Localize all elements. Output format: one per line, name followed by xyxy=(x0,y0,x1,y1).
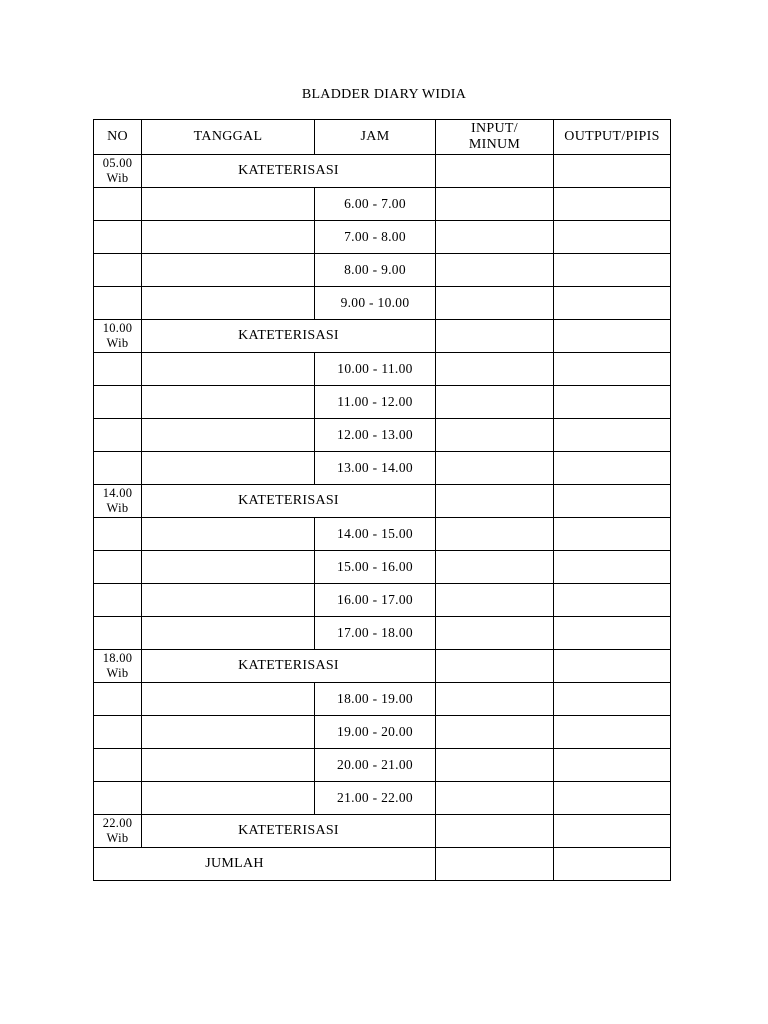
tanggal-cell[interactable] xyxy=(142,683,315,716)
output-cell[interactable] xyxy=(554,518,671,551)
kateterisasi-label: KATETERISASI xyxy=(142,320,436,353)
time-value: 10.00 xyxy=(102,321,133,335)
hour-row xyxy=(94,188,671,221)
no-cell[interactable] xyxy=(94,419,142,452)
hour-row xyxy=(94,749,671,782)
input-cell[interactable] xyxy=(436,353,554,386)
jumlah-label: JUMLAH xyxy=(205,856,264,871)
input-cell[interactable] xyxy=(436,584,554,617)
output-cell[interactable] xyxy=(554,650,671,683)
jam-cell: 21.00 - 22.00 xyxy=(315,782,436,815)
jam-cell: 17.00 - 18.00 xyxy=(315,617,436,650)
no-cell[interactable] xyxy=(94,287,142,320)
jam-cell: 12.00 - 13.00 xyxy=(315,419,436,452)
document-title: BLADDER DIARY WIDIA xyxy=(301,87,467,102)
input-cell[interactable] xyxy=(436,650,554,683)
hour-row xyxy=(94,584,671,617)
jam-cell: 14.00 - 15.00 xyxy=(315,518,436,551)
jam-cell: 16.00 - 17.00 xyxy=(315,584,436,617)
no-cell-time xyxy=(94,650,142,683)
kateterisasi-label: KATETERISASI xyxy=(142,650,436,683)
tanggal-cell[interactable] xyxy=(142,386,315,419)
output-cell[interactable] xyxy=(554,782,671,815)
kateterisasi-row xyxy=(94,320,671,353)
input-cell[interactable] xyxy=(436,683,554,716)
input-cell[interactable] xyxy=(436,386,554,419)
no-cell[interactable] xyxy=(94,617,142,650)
time-unit: Wib xyxy=(106,501,129,515)
output-cell[interactable] xyxy=(554,155,671,188)
output-cell[interactable] xyxy=(554,815,671,848)
tanggal-cell[interactable] xyxy=(142,419,315,452)
jumlah-row xyxy=(94,848,671,881)
no-cell[interactable] xyxy=(94,386,142,419)
tanggal-cell[interactable] xyxy=(142,353,315,386)
no-cell[interactable] xyxy=(94,749,142,782)
output-cell[interactable] xyxy=(554,320,671,353)
jam-cell: 19.00 - 20.00 xyxy=(315,716,436,749)
header-input xyxy=(436,120,554,155)
no-cell[interactable] xyxy=(94,188,142,221)
output-cell[interactable] xyxy=(554,452,671,485)
tanggal-cell[interactable] xyxy=(142,584,315,617)
kateterisasi-row xyxy=(94,815,671,848)
input-cell[interactable] xyxy=(436,254,554,287)
kateterisasi-row xyxy=(94,155,671,188)
header-tanggal: TANGGAL xyxy=(142,120,315,155)
tanggal-cell[interactable] xyxy=(142,782,315,815)
time-unit: Wib xyxy=(106,831,129,845)
header-input-line2: MINUM xyxy=(468,137,521,152)
time-unit: Wib xyxy=(106,171,129,185)
input-cell[interactable] xyxy=(436,617,554,650)
jam-cell: 10.00 - 11.00 xyxy=(315,353,436,386)
jam-cell: 8.00 - 9.00 xyxy=(315,254,436,287)
input-cell[interactable] xyxy=(436,815,554,848)
output-cell[interactable] xyxy=(554,287,671,320)
no-cell-time xyxy=(94,320,142,353)
tanggal-cell[interactable] xyxy=(142,518,315,551)
no-cell[interactable] xyxy=(94,518,142,551)
no-cell[interactable] xyxy=(94,254,142,287)
header-no: NO xyxy=(94,120,142,155)
jam-cell: 11.00 - 12.00 xyxy=(315,386,436,419)
input-cell[interactable] xyxy=(436,287,554,320)
kateterisasi-row xyxy=(94,485,671,518)
header-row xyxy=(94,120,671,155)
kateterisasi-label: KATETERISASI xyxy=(142,485,436,518)
kateterisasi-label: KATETERISASI xyxy=(142,155,436,188)
hour-row xyxy=(94,353,671,386)
tanggal-cell[interactable] xyxy=(142,188,315,221)
jam-cell: 15.00 - 16.00 xyxy=(315,551,436,584)
input-cell[interactable] xyxy=(436,188,554,221)
output-cell[interactable] xyxy=(554,683,671,716)
time-value: 05.00 xyxy=(102,156,133,170)
hour-row xyxy=(94,287,671,320)
tanggal-cell[interactable] xyxy=(142,287,315,320)
output-cell[interactable] xyxy=(554,419,671,452)
time-unit: Wib xyxy=(106,666,129,680)
hour-row xyxy=(94,782,671,815)
output-cell[interactable] xyxy=(554,551,671,584)
output-cell[interactable] xyxy=(554,617,671,650)
no-cell[interactable] xyxy=(94,353,142,386)
jam-cell: 9.00 - 10.00 xyxy=(315,287,436,320)
input-cell[interactable] xyxy=(436,782,554,815)
output-cell[interactable] xyxy=(554,749,671,782)
input-cell[interactable] xyxy=(436,452,554,485)
no-cell[interactable] xyxy=(94,551,142,584)
bladder-diary-table xyxy=(93,119,671,881)
tanggal-cell[interactable] xyxy=(142,551,315,584)
output-cell[interactable] xyxy=(554,221,671,254)
header-input-line1: INPUT/ xyxy=(471,121,518,136)
hour-row xyxy=(94,518,671,551)
no-cell[interactable] xyxy=(94,221,142,254)
tanggal-cell[interactable] xyxy=(142,716,315,749)
hour-row xyxy=(94,221,671,254)
time-value: 22.00 xyxy=(102,816,133,830)
kateterisasi-label: KATETERISASI xyxy=(142,815,436,848)
tanggal-cell[interactable] xyxy=(142,254,315,287)
output-cell[interactable] xyxy=(554,716,671,749)
input-total-cell[interactable] xyxy=(436,848,554,881)
jam-cell: 7.00 - 8.00 xyxy=(315,221,436,254)
no-cell[interactable] xyxy=(94,452,142,485)
hour-row xyxy=(94,419,671,452)
output-cell[interactable] xyxy=(554,386,671,419)
input-cell[interactable] xyxy=(436,221,554,254)
no-cell-time xyxy=(94,155,142,188)
tanggal-cell[interactable] xyxy=(142,749,315,782)
hour-row xyxy=(94,254,671,287)
tanggal-cell[interactable] xyxy=(142,452,315,485)
tanggal-cell[interactable] xyxy=(142,617,315,650)
jam-cell: 18.00 - 19.00 xyxy=(315,683,436,716)
hour-row xyxy=(94,551,671,584)
time-value: 14.00 xyxy=(102,486,133,500)
output-cell[interactable] xyxy=(554,353,671,386)
output-cell[interactable] xyxy=(554,254,671,287)
hour-row xyxy=(94,716,671,749)
hour-row xyxy=(94,617,671,650)
no-cell-time xyxy=(94,815,142,848)
input-cell[interactable] xyxy=(436,716,554,749)
time-value: 18.00 xyxy=(102,651,133,665)
jam-cell: 13.00 - 14.00 xyxy=(315,452,436,485)
output-cell[interactable] xyxy=(554,188,671,221)
time-unit: Wib xyxy=(106,336,129,350)
input-cell[interactable] xyxy=(436,485,554,518)
output-cell[interactable] xyxy=(554,584,671,617)
input-cell[interactable] xyxy=(436,749,554,782)
input-cell[interactable] xyxy=(436,518,554,551)
input-cell[interactable] xyxy=(436,419,554,452)
header-jam: JAM xyxy=(315,120,436,155)
jam-cell: 6.00 - 7.00 xyxy=(315,188,436,221)
hour-row xyxy=(94,683,671,716)
jumlah-cell xyxy=(94,848,436,881)
no-cell[interactable] xyxy=(94,782,142,815)
input-cell[interactable] xyxy=(436,320,554,353)
no-cell-time xyxy=(94,485,142,518)
kateterisasi-row xyxy=(94,650,671,683)
input-cell[interactable] xyxy=(436,551,554,584)
input-cell[interactable] xyxy=(436,155,554,188)
tanggal-cell[interactable] xyxy=(142,221,315,254)
jam-cell: 20.00 - 21.00 xyxy=(315,749,436,782)
hour-row xyxy=(94,386,671,419)
no-cell[interactable] xyxy=(94,584,142,617)
output-total-cell[interactable] xyxy=(554,848,671,881)
header-output: OUTPUT/PIPIS xyxy=(554,120,671,155)
output-cell[interactable] xyxy=(554,485,671,518)
no-cell[interactable] xyxy=(94,716,142,749)
hour-row xyxy=(94,452,671,485)
no-cell[interactable] xyxy=(94,683,142,716)
